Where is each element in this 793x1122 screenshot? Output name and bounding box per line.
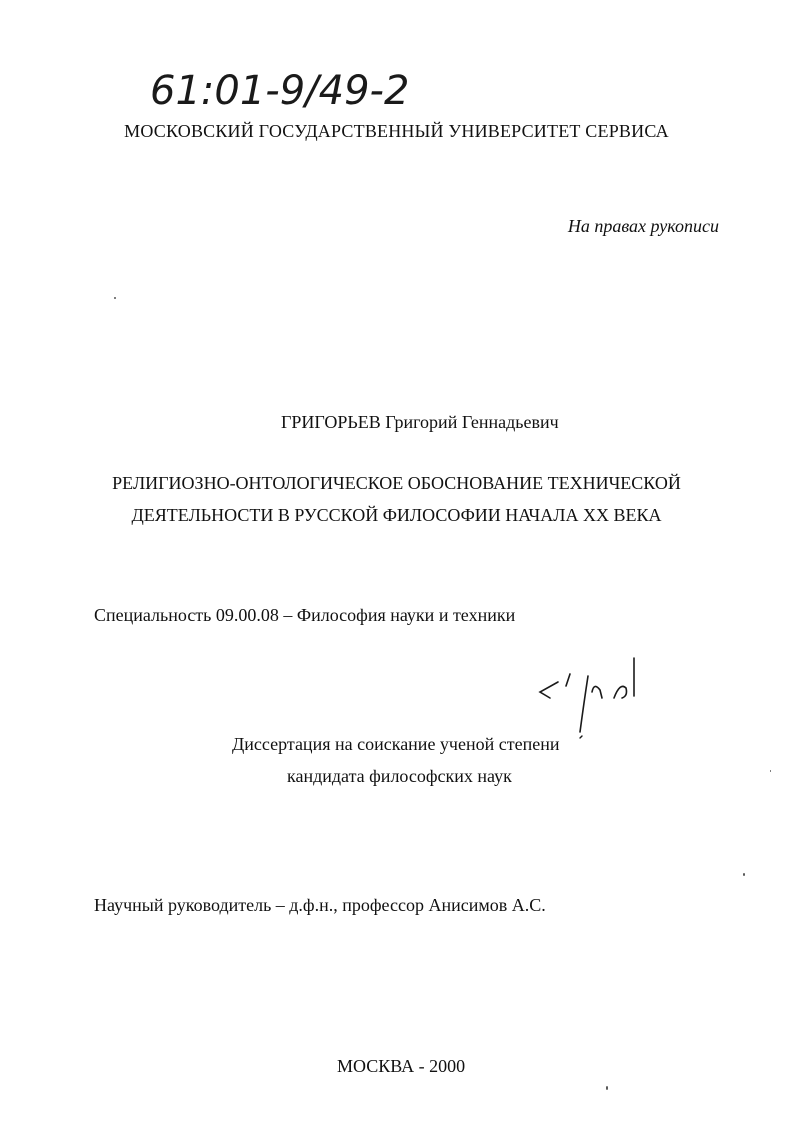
dissertation-degree-line-2: кандидата философских наук xyxy=(287,766,512,786)
city-and-year: МОСКВА - 2000 xyxy=(337,1056,466,1076)
scan-speck xyxy=(743,873,745,876)
dissertation-degree-line-1: Диссертация на соискание ученой степени xyxy=(232,734,560,754)
scan-speck xyxy=(770,770,771,772)
scientific-supervisor: Научный руководитель – д.ф.н., профессор Анисимов А.С. xyxy=(94,895,546,915)
dissertation-title-line-1: РЕЛИГИОЗНО-ОНТОЛОГИЧЕСКОЕ ОБОСНОВАНИЕ ТЕХНИЧЕСКОЙ xyxy=(112,473,681,493)
manuscript-note: На правах рукописи xyxy=(567,216,719,236)
scan-speck xyxy=(606,1086,608,1090)
archive-code-text: 61:01-9/49-2 xyxy=(150,68,410,114)
scan-speck xyxy=(114,297,116,299)
dissertation-title-line-2: ДЕЯТЕЛЬНОСТИ В РУССКОЙ ФИЛОСОФИИ НАЧАЛА XX ВЕКА xyxy=(131,505,662,525)
signature-mark xyxy=(530,652,650,742)
handwritten-archive-code xyxy=(148,60,458,120)
university-name: МОСКОВСКИЙ ГОСУДАРСТВЕННЫЙ УНИВЕРСИТЕТ СЕРВИСА xyxy=(124,121,669,141)
author-name: ГРИГОРЬЕВ Григорий Геннадьевич xyxy=(281,412,559,432)
specialty-line: Специальность 09.00.08 – Философия науки и техники xyxy=(94,605,516,625)
